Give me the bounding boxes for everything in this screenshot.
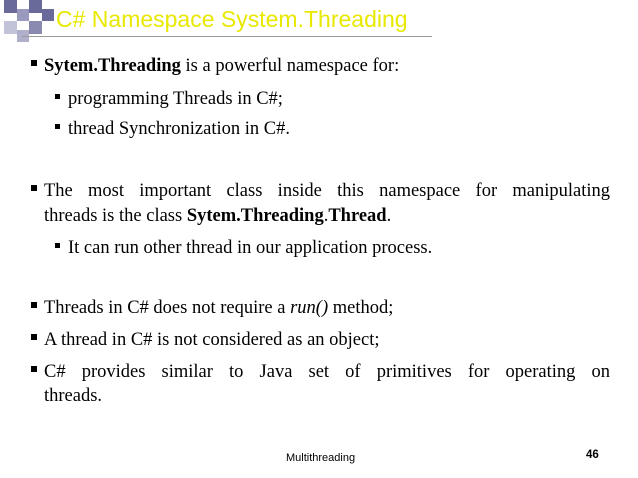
bullet-3-text: Threads in C# does not require a (44, 298, 291, 318)
slide-footer: Multithreading (286, 452, 356, 464)
bullet-5-line-1: C# provides similar to Java set of primitives for operating on (44, 362, 610, 382)
bullet-2-line-1: The most important class inside this namespace for manipulating (44, 181, 610, 201)
bullet-2-sub-1: It can run other thread in our application process. (68, 238, 433, 258)
bullet-3 (44, 297, 393, 319)
bullet-1 (44, 55, 399, 77)
bullet-3-italic: run() (290, 298, 329, 318)
bullet-1-bold: Sytem.Threading (44, 56, 181, 76)
bullet-5-line-2: threads. (44, 386, 103, 406)
bullet-2-end: . (386, 206, 392, 226)
page-number: 46 (586, 449, 599, 461)
bullet-2-bold-namespace: Sytem.Threading (186, 206, 324, 226)
bullet-1-sub-2: thread Synchronization in C#. (68, 119, 290, 139)
sub-bullet-marker (55, 94, 60, 99)
bullet-1-text: is a powerful namespace for: (180, 56, 400, 76)
bullet-2-dot: . (323, 206, 329, 226)
bullet-1-sub-1: programming Threads in C#; (68, 89, 283, 109)
slide-title: C# Namespace System.Threading (56, 6, 408, 32)
bullet-marker (31, 334, 37, 340)
bullet-2-line-2 (44, 205, 391, 227)
bullet-4: A thread in C# is not considered as an object; (44, 330, 380, 350)
bullet-marker (31, 60, 37, 66)
bullet-2-bold-class: Thread (328, 206, 387, 226)
sub-bullet-marker (55, 124, 60, 129)
sub-bullet-marker (55, 243, 60, 248)
bullet-marker (31, 302, 37, 308)
bullet-marker (31, 366, 37, 372)
bullet-3-suffix: method; (328, 298, 394, 318)
bullet-2-text: threads is the class (44, 206, 187, 226)
bullet-marker (31, 185, 37, 191)
